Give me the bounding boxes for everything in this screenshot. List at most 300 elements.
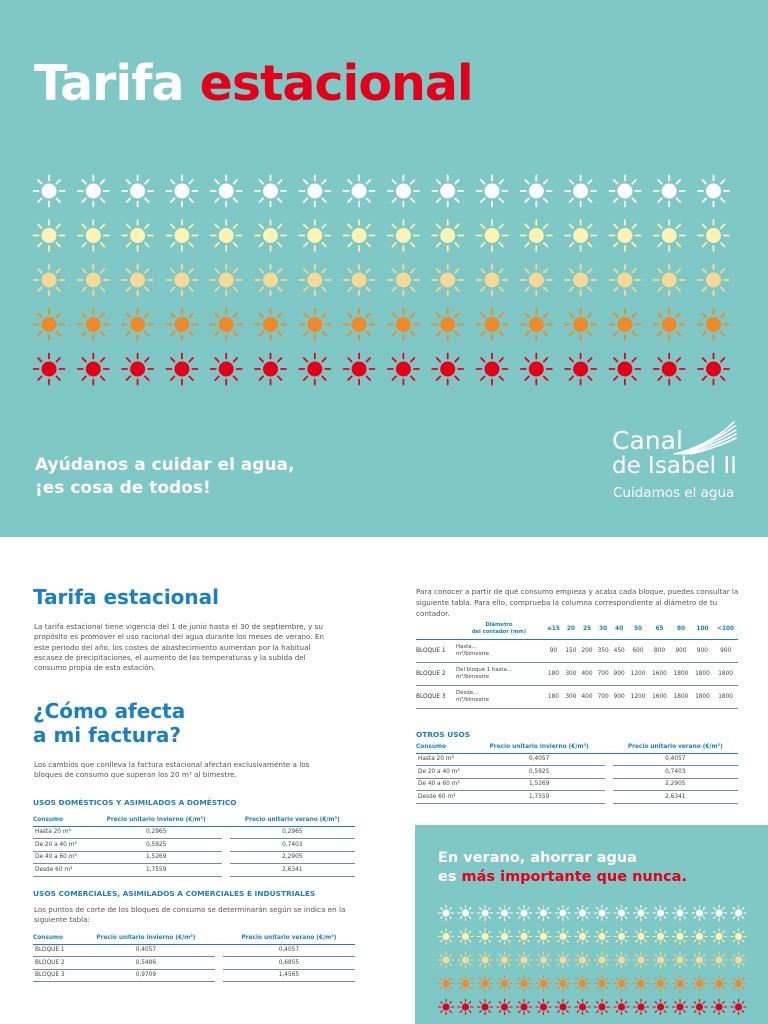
cell: 1600 <box>649 663 670 686</box>
sun-icon <box>299 354 330 385</box>
cell: 1800 <box>692 686 713 709</box>
cell: 700 <box>595 663 611 686</box>
col-winter: Precio unitario invierno (€/m³) <box>474 742 605 753</box>
sun-icon <box>477 176 508 207</box>
sun-icon <box>711 905 726 920</box>
sun-icon <box>166 220 197 251</box>
sun-icon <box>521 309 552 340</box>
como-afecta-title <box>33 699 233 747</box>
cell: 2,2905 <box>230 851 355 864</box>
otros-usos-table <box>416 742 738 804</box>
block-description <box>454 686 544 709</box>
sun-icon <box>477 220 508 251</box>
cell: 1,7559 <box>91 864 222 877</box>
sun-icon <box>299 220 330 251</box>
sun-icon <box>34 265 65 296</box>
cell: 1800 <box>670 686 691 709</box>
sun-icon <box>388 354 419 385</box>
sun-icon <box>614 999 629 1014</box>
sun-icon <box>672 952 687 967</box>
sun-icon <box>692 999 707 1014</box>
cell: 1,4565 <box>223 969 355 982</box>
sun-icon <box>78 354 109 385</box>
sun-icon <box>78 265 109 296</box>
sun-icon <box>255 309 286 340</box>
sun-icon <box>211 265 242 296</box>
diameter-label <box>454 622 544 640</box>
sun-icon <box>731 999 746 1014</box>
diameter-col: <100 <box>713 622 738 640</box>
col-consumo: Consumo <box>33 933 77 944</box>
col-consumo: Consumo <box>416 742 474 753</box>
sun-icon <box>698 220 729 251</box>
cell: 600 <box>627 640 648 663</box>
cell: 1200 <box>627 686 648 709</box>
sun-icon <box>122 220 153 251</box>
cell: Hasta 20 m³ <box>33 826 91 839</box>
sun-icon <box>211 309 242 340</box>
sun-icon <box>497 999 512 1014</box>
sun-icon <box>477 354 508 385</box>
sun-icon <box>654 220 685 251</box>
sun-icon <box>692 976 707 991</box>
col-summer: Precio unitario verano (€/m³) <box>613 742 738 753</box>
sun-icon <box>432 176 463 207</box>
cell: 0,9709 <box>77 969 215 982</box>
cell: 180 <box>544 686 563 709</box>
table-row <box>416 778 738 791</box>
sun-icon <box>211 220 242 251</box>
sun-icon <box>672 929 687 944</box>
sun-icon <box>477 265 508 296</box>
diameter-col: 20 <box>563 622 579 640</box>
sun-icon <box>654 354 685 385</box>
sun-icon <box>122 354 153 385</box>
sun-icon <box>344 220 375 251</box>
table-row <box>416 663 738 686</box>
sun-icon <box>477 929 492 944</box>
sun-icon <box>575 999 590 1014</box>
cell: 900 <box>611 663 627 686</box>
sun-icon <box>633 952 648 967</box>
sun-icon <box>609 176 640 207</box>
cell: 0,5486 <box>77 957 215 970</box>
logo-line-2: de Isabel II <box>612 453 737 479</box>
cell: BLOQUE 3 <box>33 969 77 982</box>
sun-icon <box>211 354 242 385</box>
cell: 0,7403 <box>230 839 355 852</box>
sun-icon <box>438 952 453 967</box>
sun-icon <box>672 905 687 920</box>
block-desc-line-1: Del bloque 1 hasta... <box>456 667 512 673</box>
sun-icon <box>594 929 609 944</box>
sun-icon <box>299 309 330 340</box>
cell: 350 <box>595 640 611 663</box>
sun-icon <box>575 929 590 944</box>
sun-icon <box>255 220 286 251</box>
sun-icon <box>477 976 492 991</box>
sun-icon <box>555 976 570 991</box>
cell: 0,4057 <box>613 753 738 766</box>
cell: 300 <box>563 686 579 709</box>
block-label: BLOQUE 1 <box>416 640 454 663</box>
sun-icon <box>711 952 726 967</box>
cell: BLOQUE 1 <box>33 944 77 957</box>
sun-icon <box>633 976 648 991</box>
cell: 1,5269 <box>91 851 222 864</box>
table-row <box>33 957 355 970</box>
sun-icon <box>438 999 453 1014</box>
cell: BLOQUE 2 <box>33 957 77 970</box>
cell: 0,7403 <box>613 766 738 779</box>
cell: 0,5925 <box>474 766 605 779</box>
sun-icon <box>477 952 492 967</box>
diameter-col: 30 <box>595 622 611 640</box>
sun-icon <box>497 976 512 991</box>
table-row <box>416 791 738 804</box>
sun-icon <box>609 265 640 296</box>
table-row <box>416 640 738 663</box>
cell: 0,5925 <box>91 839 222 852</box>
sun-icon <box>633 905 648 920</box>
table-row <box>33 851 355 864</box>
cell: 0,4057 <box>223 944 355 957</box>
sun-icon <box>516 952 531 967</box>
cell: 1800 <box>713 686 738 709</box>
cell: 150 <box>563 640 579 663</box>
sun-icon <box>575 905 590 920</box>
table-row <box>33 944 355 957</box>
cell: 2,6341 <box>230 864 355 877</box>
sun-icon <box>565 354 596 385</box>
sun-icon <box>633 999 648 1014</box>
cell: 1,7559 <box>474 791 605 804</box>
sun-icon <box>633 929 648 944</box>
sun-icon <box>654 265 685 296</box>
sun-icon <box>698 354 729 385</box>
sun-icon <box>609 309 640 340</box>
promo-sun-pattern <box>438 903 748 1015</box>
sun-icon <box>672 976 687 991</box>
domestic-price-table <box>33 815 355 877</box>
como-title-line-2: a mi factura? <box>33 723 181 747</box>
sun-pattern <box>33 171 737 389</box>
cell: Hasta 20 m³ <box>416 753 474 766</box>
cell: 1,5269 <box>474 778 605 791</box>
sun-icon <box>614 976 629 991</box>
como-afecta-text: Los cambios que conlleva la factura estacional afectan exclusivamente a los bloques de consumo que superan los 20 m³ al bimestre. <box>34 760 310 780</box>
diameter-col: 80 <box>670 622 691 640</box>
diameter-col: ≤15 <box>544 622 563 640</box>
block-label: BLOQUE 2 <box>416 663 454 686</box>
sun-icon <box>521 176 552 207</box>
hero-title <box>34 56 473 112</box>
cell: 900 <box>713 640 738 663</box>
col-consumo: Consumo <box>33 815 91 826</box>
block-description <box>454 640 544 663</box>
diameter-intro: Para conocer a partir de qué consumo empieza y acaba cada bloque, puedes consultar la siguiente tabla. Para ello, comprueba la columna correspondiente al diámetro de tu contador. <box>416 587 739 618</box>
sun-icon <box>731 976 746 991</box>
cell: 800 <box>649 640 670 663</box>
sun-icon <box>34 354 65 385</box>
table-row <box>33 969 355 982</box>
diameter-col: 50 <box>627 622 648 640</box>
cell: De 40 a 60 m³ <box>33 851 91 864</box>
sun-icon <box>536 976 551 991</box>
sun-icon <box>78 220 109 251</box>
block-label: BLOQUE 3 <box>416 686 454 709</box>
sun-icon <box>255 176 286 207</box>
sun-icon <box>653 976 668 991</box>
diameter-col: 100 <box>692 622 713 640</box>
sun-icon <box>711 999 726 1014</box>
sun-icon <box>521 265 552 296</box>
sun-icon <box>432 265 463 296</box>
sun-icon <box>34 220 65 251</box>
sun-icon <box>255 354 286 385</box>
como-title-line-1: ¿Cómo afecta <box>33 699 186 723</box>
sun-icon <box>458 929 473 944</box>
diameter-col: 65 <box>649 622 670 640</box>
sun-icon <box>653 952 668 967</box>
cell: 700 <box>595 686 611 709</box>
sun-icon <box>654 176 685 207</box>
sun-icon <box>653 905 668 920</box>
sun-icon <box>711 976 726 991</box>
commercial-heading: USOS COMERCIALES, ASIMILADOS A COMERCIALES E INDUSTRIALES <box>33 889 316 898</box>
sun-icon <box>698 176 729 207</box>
sun-icon <box>654 309 685 340</box>
sun-icon <box>166 309 197 340</box>
sun-icon <box>565 309 596 340</box>
cell: 900 <box>670 640 691 663</box>
diameter-table <box>416 622 738 709</box>
sun-icon <box>609 354 640 385</box>
sun-icon <box>299 265 330 296</box>
cell: Desde 60 m³ <box>416 791 474 804</box>
cell: 1800 <box>713 663 738 686</box>
sun-icon <box>575 976 590 991</box>
table-row <box>33 826 355 839</box>
domestic-heading: USOS DOMÉSTICOS Y ASIMILADOS A DOMÉSTICO <box>33 798 237 807</box>
sun-icon <box>34 309 65 340</box>
sun-icon <box>497 929 512 944</box>
sun-icon <box>555 929 570 944</box>
hero-title-white: Tarifa <box>34 55 184 112</box>
sun-icon <box>458 999 473 1014</box>
cell: De 40 a 60 m³ <box>416 778 474 791</box>
sun-icon <box>536 905 551 920</box>
block-desc-line-1: Desde... <box>456 690 479 696</box>
sun-icon <box>344 309 375 340</box>
sun-icon <box>516 929 531 944</box>
cell: De 20 a 40 m³ <box>33 839 91 852</box>
table-row <box>416 766 738 779</box>
sun-icon <box>438 905 453 920</box>
col-winter: Precio unitario invierno (€/m³) <box>91 815 222 826</box>
sun-icon <box>653 929 668 944</box>
sun-icon <box>594 976 609 991</box>
block-desc-line-1: Hasta... <box>456 644 477 650</box>
cell: 300 <box>563 663 579 686</box>
sun-icon <box>78 309 109 340</box>
sun-icon <box>432 354 463 385</box>
sun-icon <box>458 905 473 920</box>
sun-icon <box>698 265 729 296</box>
col-summer: Precio unitario verano (€/m³) <box>223 933 355 944</box>
sun-icon <box>211 176 242 207</box>
sun-icon <box>692 905 707 920</box>
commercial-text: Los puntos de corte de los bloques de consumo se determinarán según se indica en la siguiente tabla: <box>34 905 346 925</box>
cell: 0,2965 <box>91 826 222 839</box>
slogan-line-2: ¡es cosa de todos! <box>35 478 211 498</box>
sun-icon <box>575 952 590 967</box>
diameter-label-line-2: del contador (mm) <box>471 629 527 635</box>
sun-icon <box>594 999 609 1014</box>
cell: De 20 a 40 m³ <box>416 766 474 779</box>
sun-icon <box>698 309 729 340</box>
sun-icon <box>614 905 629 920</box>
cell: 400 <box>579 686 595 709</box>
sun-icon <box>122 265 153 296</box>
sun-icon <box>438 929 453 944</box>
sun-icon <box>536 952 551 967</box>
cell: 900 <box>611 686 627 709</box>
slogan <box>35 454 294 500</box>
canal-isabel-logo <box>612 420 742 510</box>
promo-text <box>438 849 687 887</box>
sun-icon <box>122 309 153 340</box>
sun-icon <box>477 999 492 1014</box>
sun-icon <box>672 999 687 1014</box>
cell: 900 <box>692 640 713 663</box>
cell: 450 <box>611 640 627 663</box>
sun-icon <box>458 976 473 991</box>
sun-icon <box>516 905 531 920</box>
block-desc-line-2: m³/bimestre <box>456 651 490 657</box>
sun-icon <box>555 952 570 967</box>
sun-icon <box>521 220 552 251</box>
sun-icon <box>536 999 551 1014</box>
sun-icon <box>166 176 197 207</box>
cell: 0,6855 <box>223 957 355 970</box>
otros-usos-heading: OTROS USOS <box>416 730 471 739</box>
sun-icon <box>344 176 375 207</box>
table-row <box>33 839 355 852</box>
sun-icon <box>521 354 552 385</box>
cell: 0,4057 <box>474 753 605 766</box>
sun-icon <box>731 905 746 920</box>
sun-icon <box>594 952 609 967</box>
cell: Desde 60 m³ <box>33 864 91 877</box>
commercial-price-table <box>33 933 355 982</box>
sun-icon <box>166 265 197 296</box>
sun-icon <box>516 976 531 991</box>
promo-line-2-prefix: es <box>438 869 457 885</box>
intro-paragraph: La tarifa estacional tiene vigencia del 1 de junio hasta el 30 de septiembre, y su propósito es promover el uso racional del agua durante los meses de verano. En este periodo del año, los costes de abastecimiento aumentan por la habitual escasez de precipitaciones, el aumento de las temperaturas y la subida del consumo propia de esta estación. <box>34 622 324 673</box>
sun-icon <box>731 929 746 944</box>
promo-box <box>415 825 768 1024</box>
block-desc-line-2: m³/bimestre <box>456 697 490 703</box>
cell: 1800 <box>692 663 713 686</box>
promo-line-2 <box>438 868 687 887</box>
cell: 1200 <box>627 663 648 686</box>
sun-icon <box>122 176 153 207</box>
sun-icon <box>653 999 668 1014</box>
logo-tagline: Cuidamos el agua <box>613 485 735 501</box>
cell: 90 <box>544 640 563 663</box>
sun-icon <box>344 265 375 296</box>
slogan-line-1: Ayúdanos a cuidar el agua, <box>35 455 295 475</box>
sun-icon <box>536 929 551 944</box>
diameter-label-line-1: Diámetro <box>485 622 513 628</box>
sun-icon <box>255 265 286 296</box>
table-row <box>416 753 738 766</box>
sun-icon <box>692 952 707 967</box>
cell: 0,4057 <box>77 944 215 957</box>
block-description <box>454 663 544 686</box>
cell: 200 <box>579 640 595 663</box>
sun-icon <box>34 176 65 207</box>
sun-icon <box>388 309 419 340</box>
cell: 0,2965 <box>230 826 355 839</box>
table-row <box>416 686 738 709</box>
sun-icon <box>565 220 596 251</box>
sun-icon <box>388 265 419 296</box>
cell: 180 <box>544 663 563 686</box>
sun-icon <box>614 952 629 967</box>
diameter-col: 25 <box>579 622 595 640</box>
sun-icon <box>344 354 375 385</box>
sun-icon <box>711 929 726 944</box>
block-desc-line-2: m³/bimestre <box>456 674 490 680</box>
promo-line-1: En verano, ahorrar agua <box>438 850 637 866</box>
sun-icon <box>497 905 512 920</box>
sun-icon <box>555 999 570 1014</box>
sun-icon <box>565 265 596 296</box>
sun-icon <box>609 220 640 251</box>
cell: 2,2905 <box>613 778 738 791</box>
diameter-col: 40 <box>611 622 627 640</box>
sun-icon <box>432 309 463 340</box>
sun-icon <box>692 929 707 944</box>
sun-icon <box>458 952 473 967</box>
sun-icon <box>432 220 463 251</box>
sun-icon <box>565 176 596 207</box>
sun-icon <box>299 176 330 207</box>
table-row <box>33 864 355 877</box>
sun-icon <box>477 309 508 340</box>
col-winter: Precio unitario invierno (€/m³) <box>77 933 215 944</box>
cell: 1800 <box>670 663 691 686</box>
cell: 1600 <box>649 686 670 709</box>
sun-icon <box>477 905 492 920</box>
section-title: Tarifa estacional <box>33 585 220 609</box>
sun-icon <box>497 952 512 967</box>
sun-icon <box>166 354 197 385</box>
cell: 400 <box>579 663 595 686</box>
sun-icon <box>555 905 570 920</box>
sun-icon <box>78 176 109 207</box>
promo-line-2-red: más importante que nunca. <box>461 869 687 885</box>
sun-icon <box>516 999 531 1014</box>
col-summer: Precio unitario verano (€/m³) <box>230 815 355 826</box>
sun-icon <box>594 905 609 920</box>
logo-line-1: Canal <box>612 426 683 455</box>
sun-icon <box>438 976 453 991</box>
sun-icon <box>388 220 419 251</box>
hero-title-red: estacional <box>199 55 473 112</box>
